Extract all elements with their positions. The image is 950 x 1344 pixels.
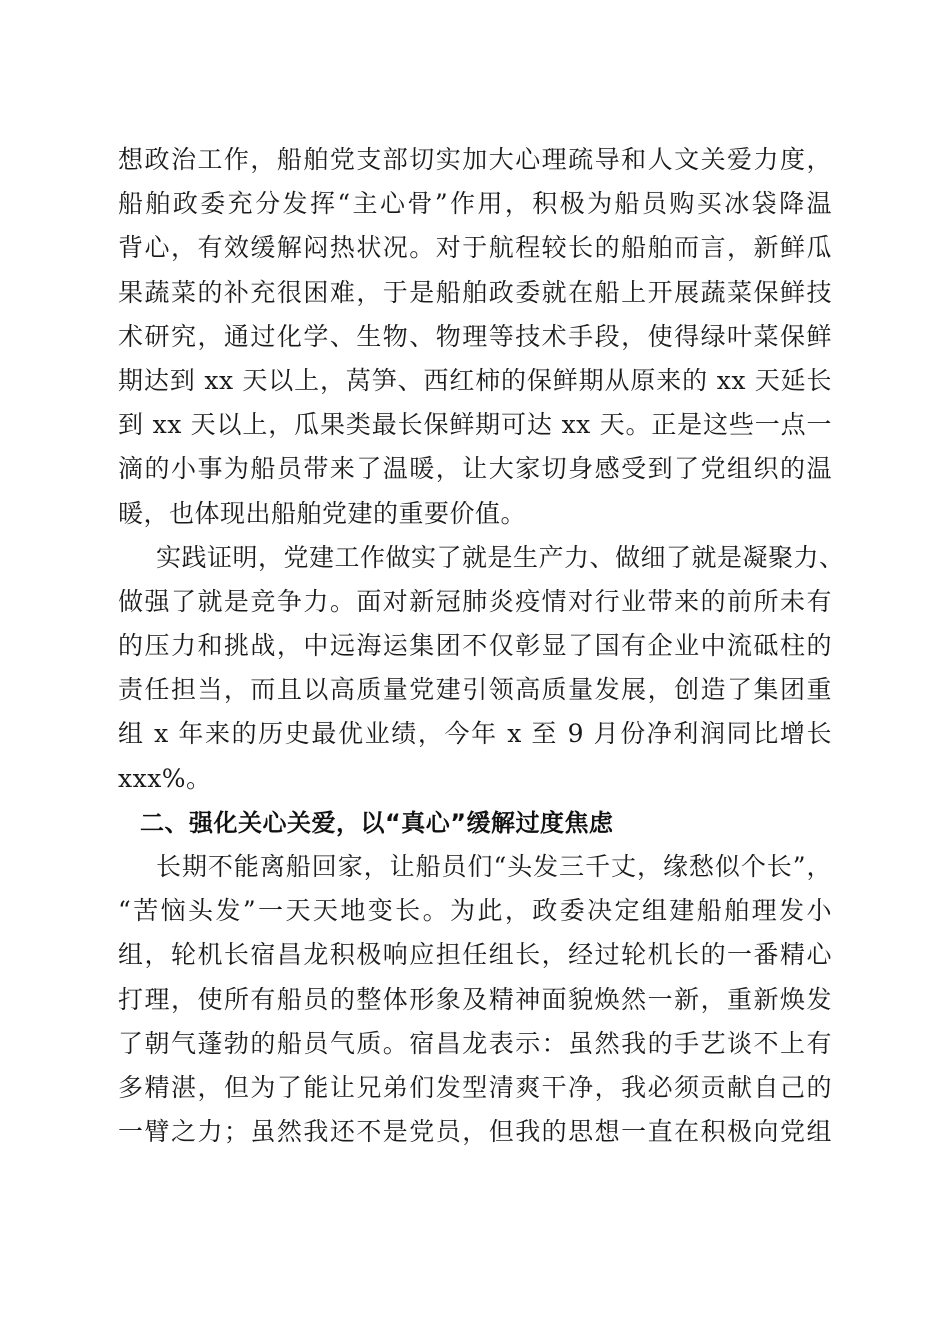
text-line: 背心，有效缓解闷热状况。对于航程较长的船舶而言，新鲜瓜	[118, 233, 832, 263]
text-line: 的压力和挑战，中远海运集团不仅彰显了国有企业中流砥柱的	[118, 631, 832, 661]
text-line: 做强了就是竞争力。面对新冠肺炎疫情对行业带来的前所未有	[118, 586, 832, 616]
text-line: 了朝气蓬勃的船员气质。宿昌龙表示：虽然我的手艺谈不上有	[118, 1028, 832, 1058]
text-line: 长期不能离船回家，让船员们“头发三千丈，缘愁似个长”，	[156, 852, 832, 881]
text-line: 多精湛，但为了能让兄弟们发型清爽干净，我必须贡献自己的	[118, 1072, 832, 1102]
text-line: 一臂之力；虽然我还不是党员，但我的思想一直在积极向党组	[118, 1117, 832, 1147]
text-line: 到 xx 天以上，瓜果类最长保鲜期可达 xx 天。正是这些一点一	[118, 410, 832, 440]
paragraph-3	[118, 845, 832, 1154]
text-line: xxx%。	[118, 763, 212, 793]
document-page	[118, 138, 845, 1154]
text-line: 果蔬菜的补充很困难，于是船舶政委就在船上开展蔬菜保鲜技	[118, 277, 832, 307]
text-line: “苦恼头发”一天天地变长。为此，政委决定组建船舶理发小	[118, 896, 832, 926]
text-line: 实践证明，党建工作做实了就是生产力、做细了就是凝聚力、	[156, 542, 845, 572]
paragraph-2	[118, 536, 845, 801]
text-line: 船舶政委充分发挥“主心骨”作用，积极为船员购买冰袋降温	[118, 189, 832, 219]
text-line: 期达到 xx 天以上，莴笋、西红柿的保鲜期从原来的 xx 天延长	[118, 365, 832, 395]
text-line: 组 x 年来的历史最优业绩，今年 x 至 9 月份净利润同比增长	[118, 719, 832, 749]
text-line: 打理，使所有船员的整体形象及精神面貌焕然一新，重新焕发	[118, 984, 832, 1014]
text-line: 组，轮机长宿昌龙积极响应担任组长，经过轮机长的一番精心	[118, 940, 832, 970]
text-line: 想政治工作，船舶党支部切实加大心理疏导和人文关爱力度，	[118, 145, 832, 174]
text-line: 术研究，通过化学、生物、物理等技术手段，使得绿叶菜保鲜	[118, 321, 832, 351]
text-line: 暖，也体现出船舶党建的重要价值。	[118, 498, 527, 528]
text-line: 责任担当，而且以高质量党建引领高质量发展，创造了集团重	[118, 675, 832, 705]
paragraph-1	[118, 138, 832, 536]
section-heading: 二、强化关心关爱，以“真心”缓解过度焦虑	[140, 808, 614, 837]
text-line: 滴的小事为船员带来了温暖，让大家切身感受到了党组织的温	[118, 454, 832, 484]
